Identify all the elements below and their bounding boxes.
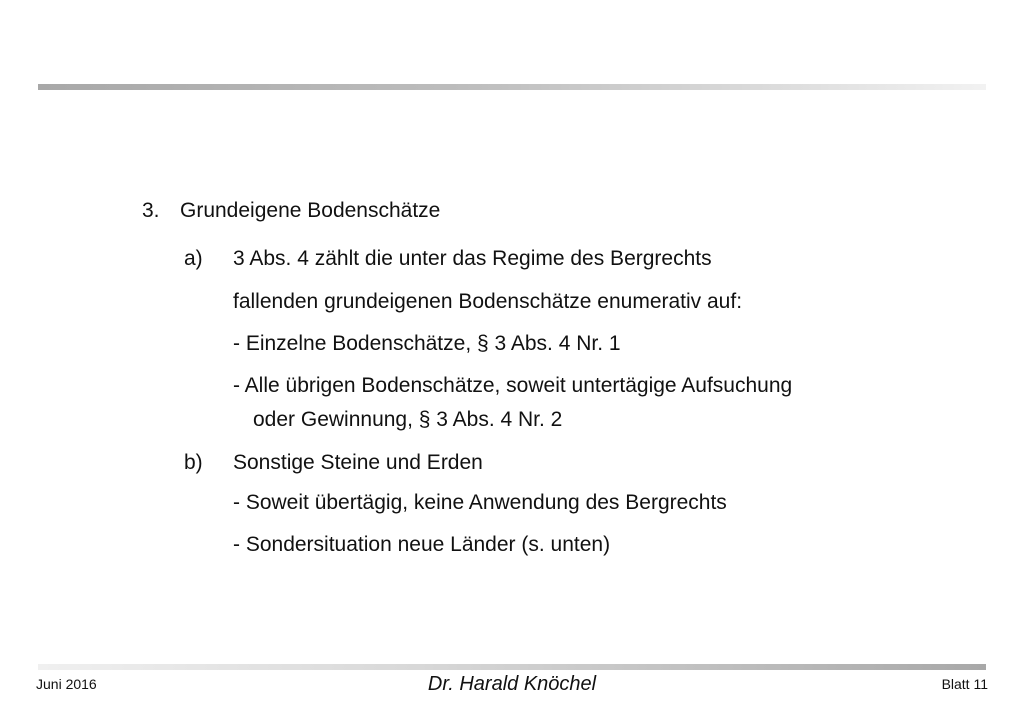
section-heading (142, 198, 441, 224)
section-number: 3. (142, 199, 160, 222)
bottom-divider (38, 664, 986, 670)
footer-author: Dr. Harald Knöchel (427, 673, 597, 695)
item-a-line2: fallenden grundeigenen Bodenschätze enumerativ auf: (233, 290, 743, 313)
item-a-line1: 3 Abs. 4 zählt die unter das Regime des Bergrechts (233, 247, 712, 270)
item-b-marker: b) (184, 451, 203, 474)
item-a-bullet2-line2: oder Gewinnung, § 3 Abs. 4 Nr. 2 (253, 408, 563, 431)
item-a-bullet1: - Einzelne Bodenschätze, § 3 Abs. 4 Nr. 1 (233, 332, 621, 355)
item-b-bullet1: - Soweit übertägig, keine Anwendung des Bergrechts (233, 491, 727, 514)
footer-page-number: Blatt 11 (941, 676, 988, 692)
section-title: Grundeigene Bodenschätze (180, 199, 441, 222)
item-b-line1: Sonstige Steine und Erden (233, 451, 483, 474)
footer-date: Juni 2016 (36, 676, 97, 692)
item-a-bullet2-line1: - Alle übrigen Bodenschätze, soweit untertägige Aufsuchung (233, 374, 793, 397)
item-b-bullet2: - Sondersituation neue Länder (s. unten) (233, 533, 611, 556)
item-a-marker: a) (184, 247, 203, 270)
top-divider (38, 84, 986, 90)
